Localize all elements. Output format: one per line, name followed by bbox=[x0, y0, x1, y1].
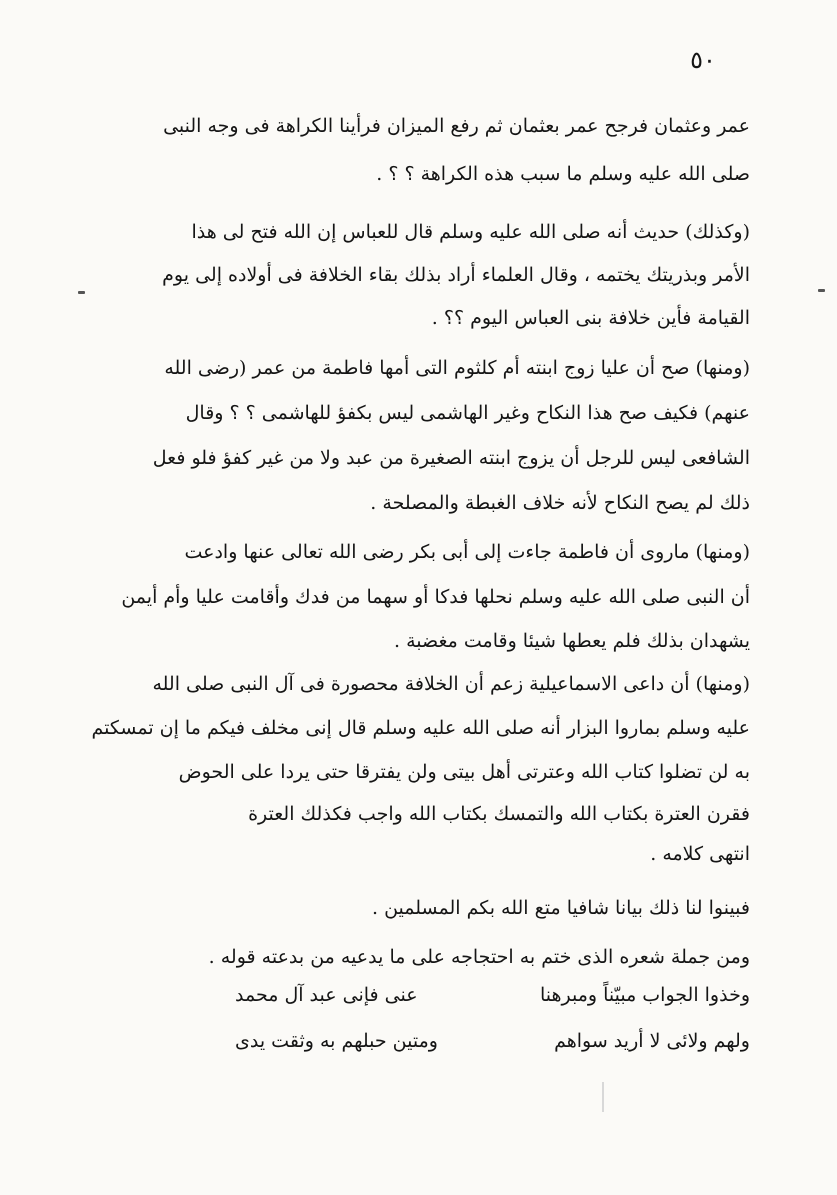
paragraph-line: (ومنها) صح أن عليا زوج ابنته أم كلثوم التى أمها فاطمة من عمر (رضى الله bbox=[164, 357, 750, 379]
paragraph-7 bbox=[175, 938, 750, 977]
verse-line-2 bbox=[235, 1030, 750, 1070]
page-number: ٥٠ bbox=[690, 46, 716, 74]
verse-line-1 bbox=[235, 984, 750, 1024]
paragraph-4 bbox=[121, 533, 750, 661]
paragraph-line: انتهى كلامه . bbox=[650, 843, 750, 865]
paragraph-line: ذلك لم يصح النكاح لأنه خلاف الغبطة والمصلحة . bbox=[370, 492, 750, 514]
paragraph-line: الأمر وبذريتك يختمه ، وقال العلماء أراد بذلك بقاء الخلافة فى أولاده إلى يوم bbox=[162, 264, 750, 286]
paragraph-line: عليه وسلم بماروا البزار أنه صلى الله عليه وسلم قال إنى مخلف فيكم ما إن تمسكتم bbox=[91, 717, 750, 739]
margin-mark bbox=[78, 291, 85, 294]
paragraph-line: القيامة فأين خلافة بنى العباس اليوم ؟؟ . bbox=[431, 307, 750, 329]
paragraph-line: (وكذلك) حديث أنه صلى الله عليه وسلم قال للعباس إن الله فتح لى هذا bbox=[191, 221, 750, 243]
paragraph-line: أن النبى صلى الله عليه وسلم نحلها فدكا أو سهما من فدك وأقامت عليا وأم أيمن bbox=[121, 586, 750, 608]
paragraph-line: (ومنها) ماروى أن فاطمة جاءت إلى أبى بكر رضى الله تعالى عنها وادعت bbox=[184, 541, 750, 563]
paragraph-line: عنهم) فكيف صح هذا النكاح وغير الهاشمى ليس بكفؤ للهاشمى ؟ ؟ وقال bbox=[185, 402, 750, 424]
paragraph-6 bbox=[175, 889, 750, 928]
paragraph-line: يشهدان بذلك فلم يعطها شيئا وقامت مغضبة . bbox=[394, 630, 750, 652]
paragraph-line: عمر وعثمان فرجح عمر بعثمان ثم رفع الميزان فرأينا الكراهة فى وجه النبى bbox=[163, 115, 750, 137]
paragraph-line: الشافعى ليس للرجل أن يزوج ابنته الصغيرة من عبد ولا من غير كفؤ فلو فعل bbox=[152, 447, 750, 469]
paragraph-line: فبينوا لنا ذلك بيانا شافيا متع الله بكم المسلمين . bbox=[371, 897, 750, 919]
verse-second-hemistich: عنى فإنى عبد آل محمد bbox=[235, 984, 418, 1006]
paragraph-1 bbox=[163, 107, 750, 194]
paragraph-5 bbox=[91, 665, 750, 874]
scan-artifact bbox=[602, 1082, 604, 1112]
paragraph-line: به لن تضلوا كتاب الله وعترتى أهل بيتى ولن يفترقا حتى يردا على الحوض bbox=[178, 761, 750, 783]
verse-first-hemistich: ولهم ولائى لا أريد سواهم bbox=[554, 1030, 750, 1052]
paragraph-line: فقرن العترة بكتاب الله والتمسك بكتاب الله واجب فكذلك العترة bbox=[248, 803, 750, 825]
verse-second-hemistich: ومتين حبلهم به وثقت يدى bbox=[235, 1030, 438, 1052]
paragraph-3 bbox=[152, 349, 750, 523]
paragraph-line: صلى الله عليه وسلم ما سبب هذه الكراهة ؟ ؟ . bbox=[376, 163, 750, 185]
margin-mark bbox=[818, 289, 825, 292]
paragraph-line: (ومنها) أن داعى الاسماعيلية زعم أن الخلافة محصورة فى آل النبى صلى الله bbox=[152, 673, 750, 695]
verse-first-hemistich: وخذوا الجواب مبيّناً ومبرهنا bbox=[539, 984, 750, 1006]
paragraph-line: ومن جملة شعره الذى ختم به احتجاجه على ما يدعيه من بدعته قوله . bbox=[208, 946, 750, 968]
paragraph-2 bbox=[162, 213, 750, 338]
